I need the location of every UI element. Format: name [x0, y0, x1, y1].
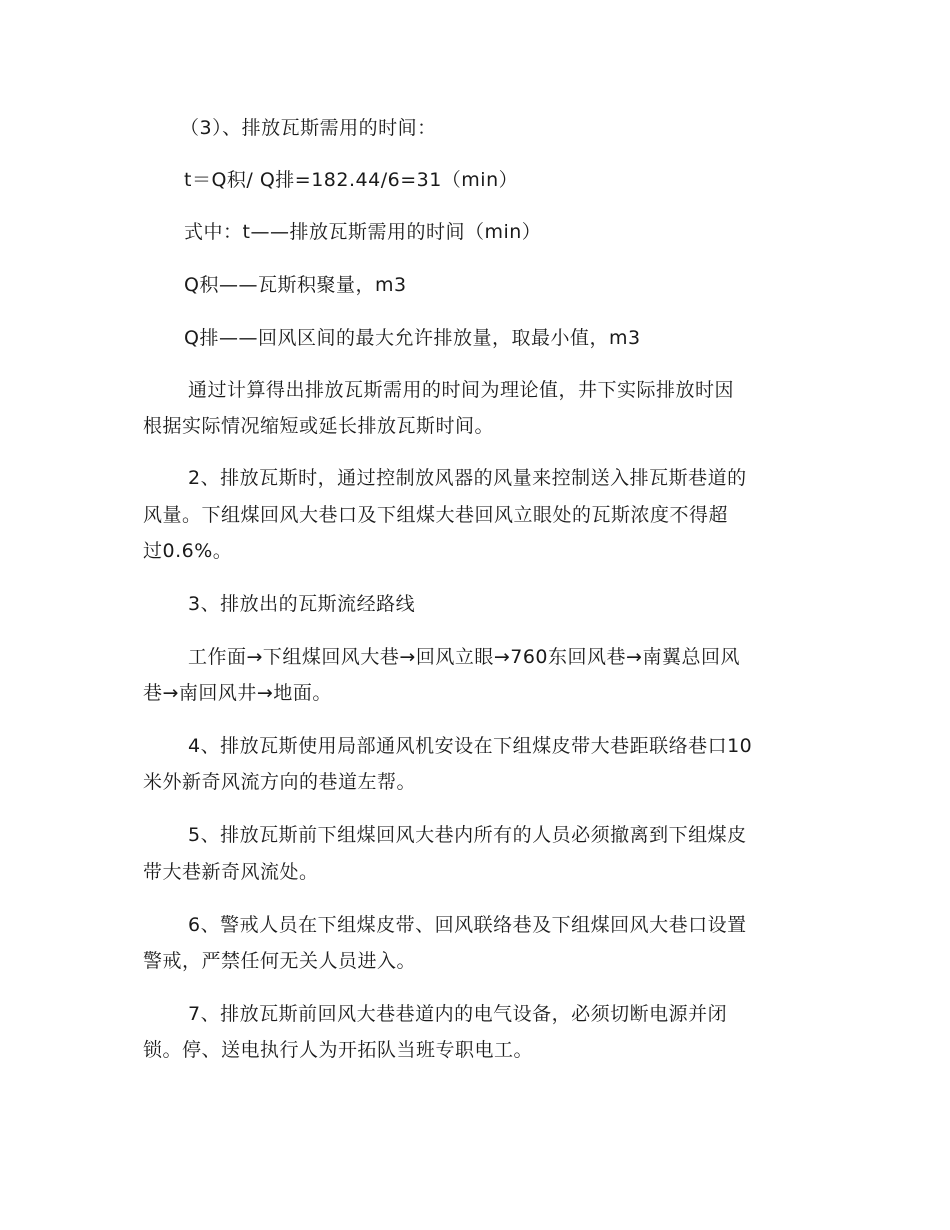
text-line-item-2a: 2、排放瓦斯时，通过控制放风器的风量来控制送入排瓦斯巷道的: [188, 467, 747, 489]
text-line-item-4b: 米外新奇风流方向的巷道左帮。: [143, 771, 417, 793]
text-line-item-6b: 警戒，严禁任何无关人员进入。: [143, 950, 417, 972]
text-line-item-5a: 5、排放瓦斯前下组煤回风大巷内所有的人员必须撤离到下组煤皮: [188, 824, 747, 846]
text-line-definition-q-exhaust: Q排——回风区间的最大允许排放量，取最小值，m3: [184, 327, 641, 349]
text-line-paragraph-1b: 根据实际情况缩短或延长排放瓦斯时间。: [143, 415, 495, 437]
text-line-paragraph-1a: 通过计算得出排放瓦斯需用的时间为理论值，井下实际排放时因: [188, 379, 735, 401]
text-line-definition-q-accum: Q积——瓦斯积聚量，m3: [184, 274, 407, 296]
text-line-definition-t: 式中：t——排放瓦斯需用的时间（min）: [184, 221, 542, 243]
text-line-formula: t＝Q积/ Q排=182.44/6=31（min）: [184, 169, 519, 191]
text-line-item-2b: 风量。下组煤回风大巷口及下组煤大巷回风立眼处的瓦斯浓度不得超: [143, 504, 729, 526]
text-line-route-a: 工作面→下组煤回风大巷→回风立眼→760东回风巷→南翼总回风: [188, 646, 740, 668]
text-line-item-7b: 锁。停、送电执行人为开拓队当班专职电工。: [143, 1039, 534, 1061]
text-line-route-b: 巷→南回风井→地面。: [143, 682, 332, 704]
text-line-item-7a: 7、排放瓦斯前回风大巷巷道内的电气设备，必须切断电源并闭: [188, 1003, 728, 1025]
text-line-item-3-title: 3、排放出的瓦斯流经路线: [188, 593, 416, 615]
text-line-item-6a: 6、警戒人员在下组煤皮带、回风联络巷及下组煤回风大巷口设置: [188, 914, 747, 936]
text-line-item-5b: 带大巷新奇风流处。: [143, 861, 319, 883]
text-line-item-4a: 4、排放瓦斯使用局部通风机安设在下组煤皮带大巷距联络巷口10: [188, 735, 753, 757]
text-line-section-3-title: （3）、排放瓦斯需用的时间：: [180, 117, 437, 139]
text-line-item-2c: 过0.6%。: [143, 540, 233, 562]
